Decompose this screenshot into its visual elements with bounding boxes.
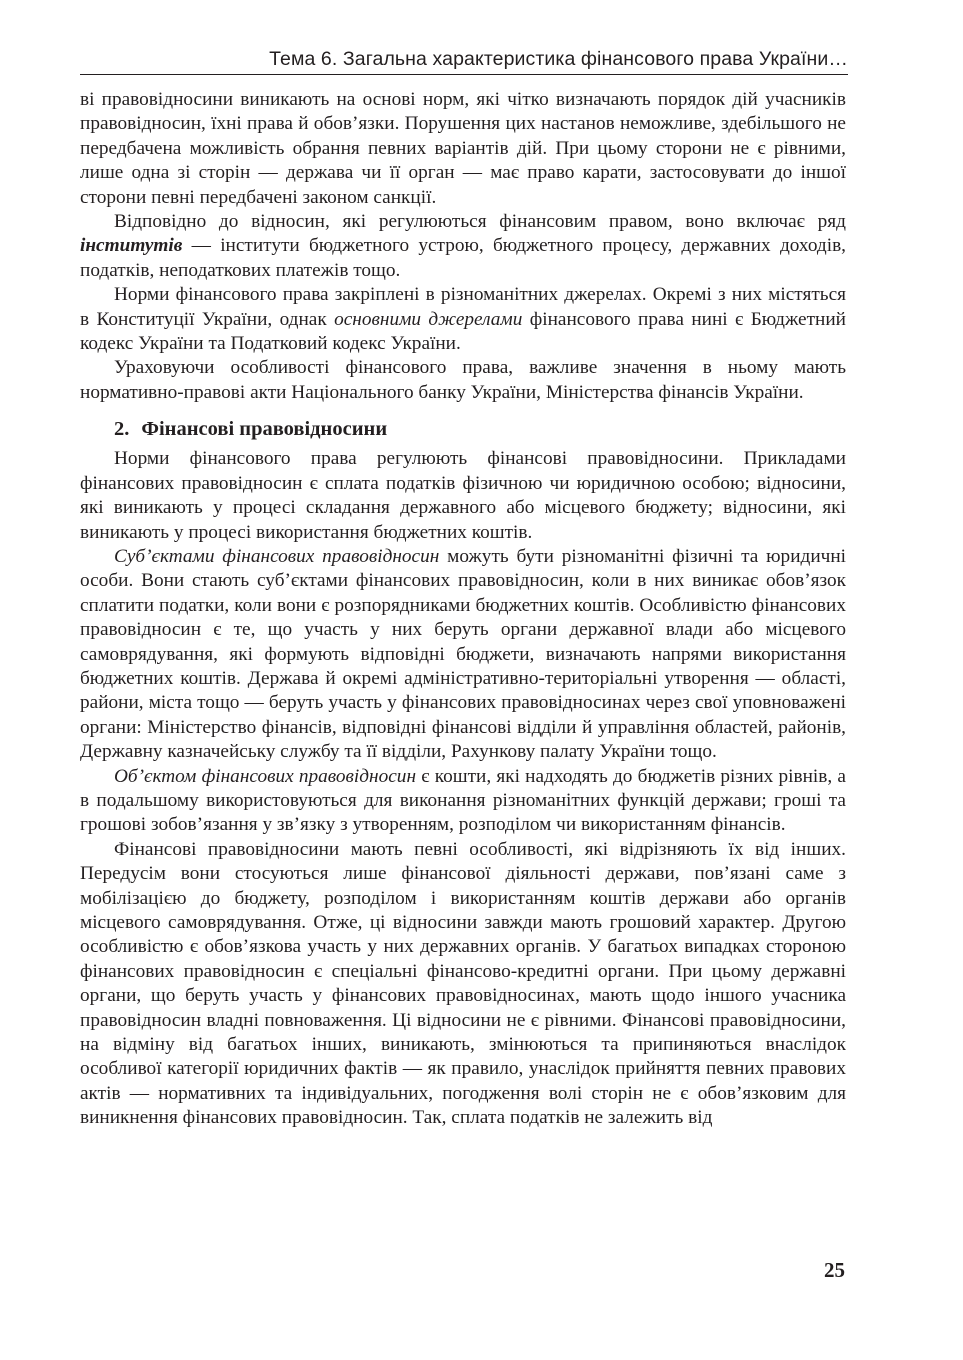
- text-run: можуть бути різноманітні фізичні та юридичні особи. Вони стають суб’єктами фінансових правовідносин, коли в них виникає обов’язок сплатити податки, коли вони є розпорядниками бюджетних коштів. Особливістю фінансових правовідносин є те, що участь у них беруть органи державної влади або місцевого самоврядування, які формують відповідні бюджети, визначають напрями використання бюджетних коштів. Держава й окремі адміністративно-територіальні утворення — області, райони, міста тощо — беруть участь у фінансових правовідносинах через свої уповноважені органи: Міністерство фінансів, відповідні фінансові відділи й управління областей, районів, Державну казначейську службу та її відділи, Рахункову палату України тощо.: [80, 545, 847, 763]
- text-run: є кошти, які надходять до бюджетів різних рівнів, а в подальшому використовуються для виконання різноманітних функцій держави; гроші та грошові зобов’язання у зв’язку з утворенням, розподілом чи використанням фінансів.: [80, 765, 846, 836]
- paragraph: [80, 210, 846, 283]
- running-header: Тема 6. Загальна характеристика фінансового права України…: [80, 44, 848, 75]
- page-number: 25: [824, 1258, 845, 1282]
- paragraph: [80, 545, 846, 765]
- italic-term: Об’єктом фінансових правовідносин: [114, 765, 417, 787]
- paragraph: [80, 765, 846, 838]
- section-heading: [80, 416, 846, 442]
- text-run: фінансового права нині є Бюджетний кодекс України та Податковий кодекс України.: [80, 308, 847, 355]
- text-run: Норми фінансового права закріплені в різноманітних джерелах. Окремі з них містяться в Конституції України, однак: [80, 284, 846, 330]
- paragraph: [80, 283, 846, 356]
- text-run: — інститути бюджетного устрою, бюджетного процесу, державних доходів, податків, неподаткових платежів тощо.: [80, 235, 846, 281]
- paragraph: Норми фінансового права регулюють фінансові правовідносини. Прикладами фінансових правовідносин є сплата податків фізичною чи юридичною особою; відносини, які виникають у процесі складання державного або місцевого бюджету; відносини, які виникають у процесі використання бюджетних коштів.: [80, 448, 846, 543]
- paragraph: ві правовідносини виникають на основі норм, які чітко визначають порядок дій учасників правовідносин, їхні права й обов’язки. Порушення цих настанов неможливе, здебільшого не передбачена можливість обрання певних варіантів дій. При цьому сторони не є рівними, лише одна зі сторін — держава чи її орган — має право карати, застосовувати до іншої сторони певні передбачені законом санкції.: [80, 89, 846, 208]
- emphasized-term: інститутів: [80, 235, 183, 257]
- paragraph: Фінансові правовідносини мають певні особливості, які відрізняють їх від інших. Передусім вони стосуються лише фінансової діяльності держави, пов’язані саме з мобілізацією до бюджету, розподілом і використанням коштів держави або органів місцевого самоврядування. Отже, ці відносини завжди мають грошовий характер. Другою особливістю є обов’язкова участь у них державних органів. У багатьох випадках стороною фінансових правовідносин є спеціальні фінансово-кредитні органи. При цьому державні органи, що беруть участь у фінансових правовідносинах, мають щодо іншого учасника правовідносин владні повноваження. Ці відносини не є рівними. Фінансові правовідносини, на відміну від багатьох інших, виникають, змінюються та припиняються внаслідок особливої категорії юридичних фактів — як правило, унаслідок прийняття певних правових актів — нормативних та індивідуальних, погодження волі сторін не є обов’язковим для виникнення фінансових правовідносин. Так, сплата податків не залежить від: [80, 838, 846, 1129]
- main-text: [80, 88, 846, 1131]
- paragraph: Ураховуючи особливості фінансового права, важливе значення в ньому мають нормативно-правові акти Національного банку України, Міністерства фінансів України.: [80, 357, 846, 403]
- text-run: Відповідно до відносин, які регулюються фінансовим правом, воно включає ряд: [114, 211, 846, 233]
- italic-term: основними джерелами: [334, 308, 523, 330]
- section-title: Фінансові правовідносини: [141, 418, 388, 441]
- italic-term: Суб’єктами фінансових правовідносин: [114, 545, 440, 567]
- section-number: 2.: [114, 418, 130, 441]
